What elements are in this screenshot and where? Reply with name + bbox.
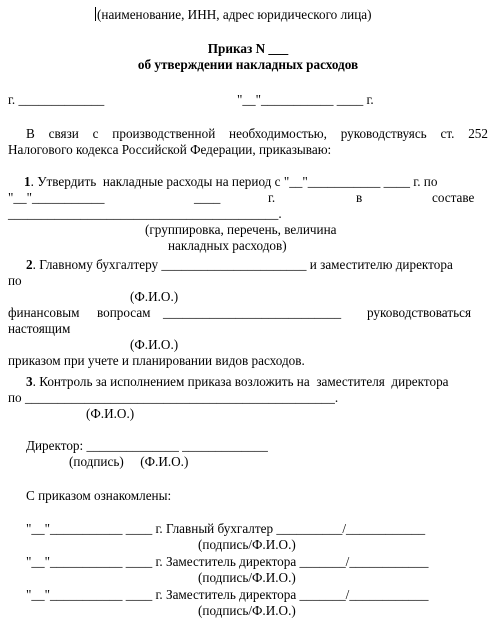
item-3-fio: (Ф.И.О.)	[86, 406, 135, 421]
item-2-blank: ___________________________	[163, 305, 342, 320]
director-signature-line: Директор: ______________ _____________	[26, 438, 268, 453]
item-2-finansovym: финансовым	[8, 305, 80, 320]
acquainted-heading: С приказом ознакомлены:	[26, 488, 172, 503]
org-placeholder-line[interactable]	[95, 7, 372, 23]
item-2-nastoyashchim: настоящим	[8, 321, 71, 336]
item-1-v: в	[356, 190, 363, 205]
item-2-fio-2: (Ф.И.О.)	[130, 337, 179, 352]
item-3-line-2: по _______________________________________________.	[8, 390, 339, 405]
item-1-year: ____	[194, 190, 221, 205]
acquainted-row-3: "__"___________ ____ г. Заместитель директора _______/____________	[26, 587, 429, 602]
date-field: "__"___________ ____ г.	[237, 92, 374, 107]
item-2-voprosam: вопросам	[97, 305, 151, 320]
text-cursor	[95, 7, 96, 21]
item-3-line-1	[26, 374, 449, 390]
item-2-po: по	[8, 273, 22, 288]
item-1-g: г.	[268, 190, 276, 205]
acquainted-row-2: "__"___________ ____ г. Заместитель директора _______/____________	[26, 554, 429, 569]
director-caption: (подпись) (Ф.И.О.)	[69, 454, 189, 469]
intro-line-2: Налогового кодекса Российской Федерации, приказываю:	[8, 142, 332, 157]
item-2-text: . Главному бухгалтеру ______________________ и заместителю директора	[32, 257, 453, 272]
acquainted-row-1-caption: (подпись/Ф.И.О.)	[198, 537, 296, 552]
item-2-line-1	[26, 257, 453, 273]
item-1-sostave: составе	[432, 190, 475, 205]
order-title: Приказ N ___	[207, 41, 289, 56]
item-1-date-from: "__"___________	[8, 190, 105, 205]
order-subtitle: об утверждении накладных расходов	[137, 57, 359, 72]
item-1-caption-2: накладных расходов)	[168, 238, 287, 253]
item-2-fio-1: (Ф.И.О.)	[130, 289, 179, 304]
item-1-number: 1	[24, 174, 31, 189]
item-1-line-1	[24, 174, 437, 190]
item-3-text: . Контроль за исполнением приказа возложить на заместителя директора	[32, 374, 449, 389]
item-1-text: . Утвердить накладные расходы на период с "__"___________ ____ г. по	[30, 174, 438, 189]
item-3-number: 3	[26, 374, 33, 389]
item-1-caption-1: (группировка, перечень, величина	[145, 222, 337, 237]
place-field: г. _____________	[8, 92, 105, 107]
acquainted-row-3-caption: (подпись/Ф.И.О.)	[198, 603, 296, 618]
intro-line-1: В связи с производственной необходимостью, руководствуясь ст. 252	[26, 126, 488, 141]
acquainted-row-1: "__"___________ ____ г. Главный бухгалтер __________/____________	[26, 521, 426, 536]
item-2-last-line: приказом при учете и планировании видов расходов.	[8, 353, 305, 368]
acquainted-row-2-caption: (подпись/Ф.И.О.)	[198, 570, 296, 585]
item-1-blank: _________________________________________.	[8, 206, 282, 221]
item-2-number: 2	[26, 257, 33, 272]
item-2-rukovodstvovatsya: руководствоваться	[367, 305, 472, 320]
org-placeholder-text: (наименование, ИНН, адрес юридического лица)	[97, 7, 372, 22]
